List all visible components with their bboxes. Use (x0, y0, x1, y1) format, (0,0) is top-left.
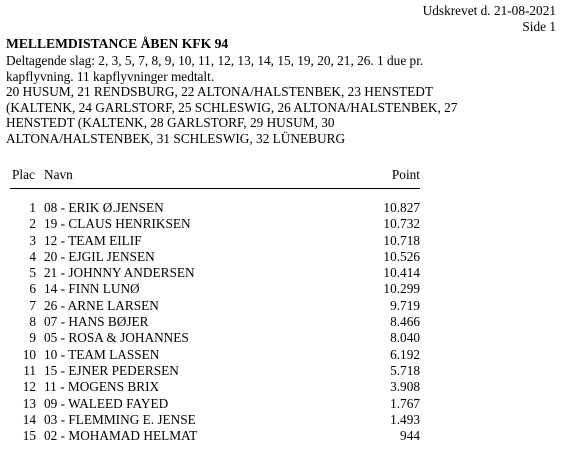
page-number: Side 1 (522, 19, 556, 34)
table-row (0, 216, 420, 232)
point-cell: 1.767 (390, 395, 420, 411)
name-cell: 03 - FLEMMING E. JENSE (44, 411, 196, 427)
table-row (0, 347, 420, 363)
placement-cell: 6 (29, 281, 36, 297)
point-cell: 10.827 (383, 200, 420, 215)
name-cell: 08 - ERIK Ø.JENSEN (44, 200, 164, 215)
column-header-navn: Navn (44, 167, 73, 182)
table-header (0, 167, 420, 183)
name-cell: 26 - ARNE LARSEN (44, 297, 159, 313)
point-cell: 6.192 (390, 346, 420, 362)
participants-text: Deltagende slag: 2, 3, 5, 7, 8, 9, 10, 11, 12, 13, 14, 15, 19, 20, 21, 26. 1 due pr. kapflyvning. 11 kapflyvninger medtalt. (6, 53, 424, 84)
name-cell: 09 - WALEED FAYED (44, 395, 169, 411)
table-row (0, 200, 420, 216)
name-cell: 12 - TEAM EILIF (44, 232, 142, 248)
name-cell: 21 - JOHNNY ANDERSEN (44, 265, 195, 281)
header-divider (10, 188, 420, 189)
name-cell: 07 - HANS BØJER (44, 314, 149, 330)
placement-cell: 7 (29, 297, 36, 313)
table-row (0, 330, 420, 346)
point-cell: 8.040 (390, 330, 420, 346)
placement-cell: 1 (29, 200, 36, 215)
name-cell: 20 - EJGIL JENSEN (44, 248, 155, 264)
point-cell: 9.719 (390, 297, 420, 313)
table-row (0, 249, 420, 265)
name-cell: 10 - TEAM LASSEN (44, 346, 160, 362)
placement-cell: 8 (29, 314, 36, 330)
placement-cell: 3 (29, 232, 36, 248)
races-text: 20 HUSUM, 21 RENDSBURG, 22 ALTONA/HALSTENBEK, 23 HENSTEDT (KALTENK, 24 GARLSTORF, 25 SCHLESWIG, 26 ALTONA/HALSTENBEK, 27 HENSTEDT (KALTENK, 28 GARLSTORF, 29 HUSUM, 30 ALTONA/HALSTENBEK, 31 SCHLESWIG, 32 LÜNEBURG (6, 84, 458, 146)
point-cell: 3.908 (390, 379, 420, 395)
placement-cell: 10 (22, 346, 36, 362)
table-row (0, 265, 420, 281)
point-cell: 1.493 (390, 411, 420, 427)
name-cell: 02 - MOHAMAD HELMAT (44, 428, 198, 444)
placement-cell: 12 (22, 379, 36, 395)
table-row (0, 379, 420, 395)
placement-cell: 4 (29, 248, 36, 264)
placement-cell: 5 (29, 265, 36, 281)
point-cell: 10.299 (383, 281, 420, 297)
table-row (0, 396, 420, 412)
placement-cell: 13 (22, 395, 36, 411)
point-cell: 10.732 (383, 216, 420, 232)
document-title: MELLEMDISTANCE ÅBEN KFK 94 (6, 36, 229, 51)
point-cell: 944 (400, 428, 420, 444)
results-table (0, 200, 420, 444)
placement-cell: 15 (22, 428, 36, 444)
table-row (0, 412, 420, 428)
point-cell: 10.526 (383, 248, 420, 264)
table-row (0, 281, 420, 297)
point-cell: 8.466 (390, 314, 420, 330)
competition-info (6, 53, 458, 147)
name-cell: 19 - CLAUS HENRIKSEN (44, 216, 191, 232)
name-cell: 15 - EJNER PEDERSEN (44, 362, 179, 378)
name-cell: 05 - ROSA & JOHANNES (44, 330, 189, 346)
table-row (0, 233, 420, 249)
placement-cell: 11 (23, 362, 36, 378)
column-header-point: Point (391, 167, 420, 182)
name-cell: 11 - MOGENS BRIX (44, 379, 160, 395)
point-cell: 10.718 (383, 232, 420, 248)
table-row (0, 298, 420, 314)
printed-date: Udskrevet d. 21-08-2021 (422, 3, 556, 18)
name-cell: 14 - FINN LUNØ (44, 281, 140, 297)
placement-cell: 14 (22, 411, 36, 427)
column-header-plac: Plac (12, 167, 35, 182)
placement-cell: 2 (29, 216, 36, 232)
point-cell: 10.414 (383, 265, 420, 281)
point-cell: 5.718 (390, 362, 420, 378)
table-row (0, 314, 420, 330)
table-row (0, 363, 420, 379)
placement-cell: 9 (29, 330, 36, 346)
table-row (0, 428, 420, 444)
